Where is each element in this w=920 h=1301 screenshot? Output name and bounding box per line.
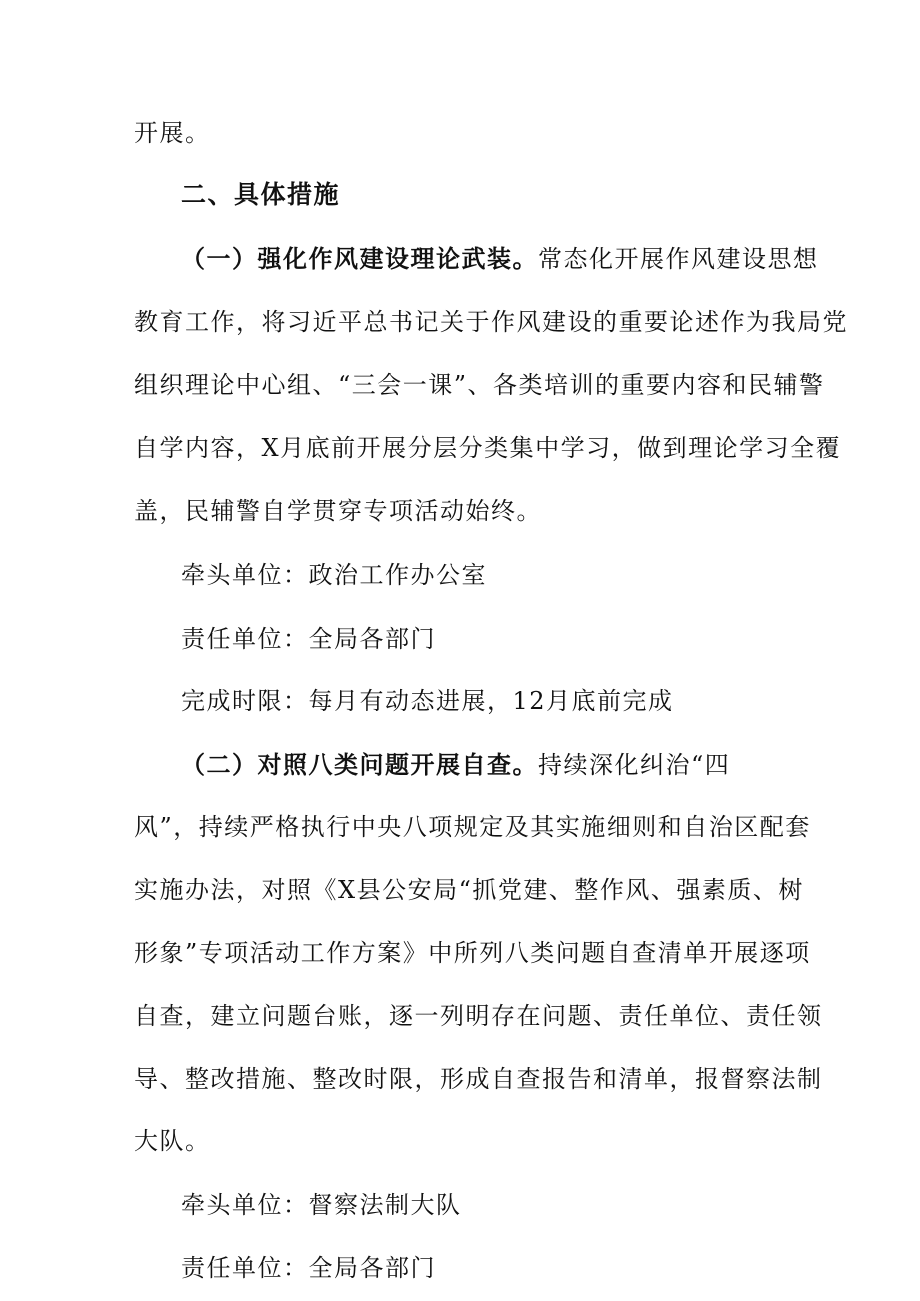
item1-line5: 盖，民辅警自学贯穿专项活动始终。 — [134, 497, 542, 526]
section-heading: 二、具体措施 — [181, 179, 341, 209]
item1-first-line — [181, 244, 819, 274]
item1-responsible-unit: 责任单位：全局各部门 — [181, 625, 436, 653]
item2-line1-text: 持续深化纠治“四 — [538, 750, 731, 779]
item1-line4: 自学内容，X月底前开展分层分类集中学习，做到理论学习全覆 — [134, 434, 842, 462]
item2-responsible-unit: 责任单位：全局各部门 — [181, 1254, 436, 1282]
item2-heading: （二）对照八类问题开展自查。 — [181, 750, 538, 779]
item1-line3: 组织理论中心组、“三会一课”、各类培训的重要内容和民辅警 — [134, 370, 825, 399]
item1-line2: 教育工作，将习近平总书记关于作风建设的重要论述作为我局党 — [134, 308, 848, 337]
item2-lead-unit: 牵头单位：督察法制大队 — [181, 1190, 462, 1219]
item1-lead-unit: 牵头单位：政治工作办公室 — [181, 560, 487, 589]
item1-line1-text: 常态化开展作风建设思想 — [538, 244, 819, 273]
item2-line7: 大队。 — [134, 1127, 211, 1156]
item2-line4: 形象”专项活动工作方案》中所列八类问题自查清单开展逐项 — [134, 939, 811, 967]
item1-heading: （一）强化作风建设理论武装。 — [181, 244, 538, 273]
item1-deadline: 完成时限：每月有动态进展，12月底前完成 — [181, 687, 674, 716]
intro-tail-text: 开展。 — [134, 119, 211, 147]
item2-line6: 导、整改措施、整改时限，形成自查报告和清单，报督察法制 — [134, 1064, 823, 1093]
item2-line2: 风”，持续严格执行中央八项规定及其实施细则和自治区配套 — [134, 813, 811, 842]
item2-first-line — [181, 750, 730, 780]
item2-line5: 自查，建立问题台账，逐一列明存在问题、责任单位、责任领 — [134, 1001, 823, 1030]
item2-line3: 实施办法，对照《X县公安局“抓党建、整作风、强素质、树 — [134, 875, 804, 904]
